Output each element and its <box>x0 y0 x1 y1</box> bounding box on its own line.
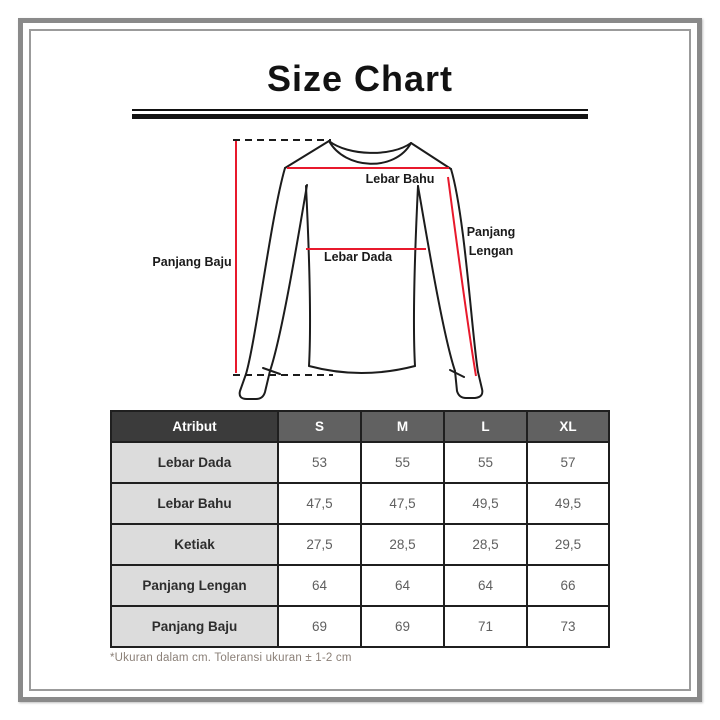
attribute-cell: Panjang Baju <box>111 606 278 647</box>
right-shoulder-seam <box>411 143 451 169</box>
page-title: Size Chart <box>266 58 454 99</box>
attribute-cell: Lebar Dada <box>111 442 278 483</box>
body-left-side <box>306 186 310 366</box>
label-panjang-lengan-line1: Panjang <box>466 225 516 239</box>
left-sleeve-outer <box>246 168 285 374</box>
size-table-body <box>111 442 609 647</box>
value-cell: 66 <box>527 565 609 606</box>
value-cell: 47,5 <box>278 483 361 524</box>
table-row <box>111 565 609 606</box>
label-lebar-bahu: Lebar Bahu <box>365 172 435 186</box>
body-right-side <box>414 186 418 366</box>
table-row <box>111 606 609 647</box>
value-cell: 71 <box>444 606 527 647</box>
left-cuff <box>240 371 270 399</box>
left-shoulder-seam <box>285 141 329 168</box>
header-cell-size-m: M <box>361 411 444 442</box>
value-cell: 29,5 <box>527 524 609 565</box>
body-hem <box>309 366 415 373</box>
label-panjang-lengan <box>451 223 531 261</box>
title-separator <box>132 109 588 119</box>
value-cell: 27,5 <box>278 524 361 565</box>
shirt-diagram <box>130 128 590 408</box>
value-cell: 57 <box>527 442 609 483</box>
table-row <box>111 442 609 483</box>
right-sleeve-outer <box>451 169 478 372</box>
right-sleeve-inner <box>418 186 455 371</box>
value-cell: 73 <box>527 606 609 647</box>
right-cuff-seam <box>450 370 464 377</box>
attribute-cell: Panjang Lengan <box>111 565 278 606</box>
table-row <box>111 524 609 565</box>
header-cell-size-s: S <box>278 411 361 442</box>
value-cell: 55 <box>444 442 527 483</box>
sleeve-length-measure-line <box>448 177 476 376</box>
size-table <box>110 410 610 648</box>
collar-neckline <box>329 141 411 153</box>
header-cell-size-xl: XL <box>527 411 609 442</box>
value-cell: 64 <box>361 565 444 606</box>
value-cell: 53 <box>278 442 361 483</box>
label-panjang-baju: Panjang Baju <box>152 255 232 269</box>
value-cell: 28,5 <box>361 524 444 565</box>
separator-thin-line <box>132 109 588 111</box>
table-header-row <box>111 411 609 442</box>
value-cell: 69 <box>361 606 444 647</box>
value-cell: 28,5 <box>444 524 527 565</box>
header-cell-atribut: Atribut <box>111 411 278 442</box>
footnote: *Ukuran dalam cm. Toleransi ukuran ± 1-2 cm <box>110 652 352 664</box>
value-cell: 49,5 <box>527 483 609 524</box>
value-cell: 69 <box>278 606 361 647</box>
value-cell: 47,5 <box>361 483 444 524</box>
separator-thick-line <box>132 114 588 119</box>
value-cell: 64 <box>444 565 527 606</box>
table-row <box>111 483 609 524</box>
value-cell: 49,5 <box>444 483 527 524</box>
attribute-cell: Ketiak <box>111 524 278 565</box>
value-cell: 55 <box>361 442 444 483</box>
header-cell-size-l: L <box>444 411 527 442</box>
label-lebar-dada: Lebar Dada <box>323 250 393 264</box>
value-cell: 64 <box>278 565 361 606</box>
attribute-cell: Lebar Bahu <box>111 483 278 524</box>
label-panjang-lengan-line2: Lengan <box>468 244 514 258</box>
